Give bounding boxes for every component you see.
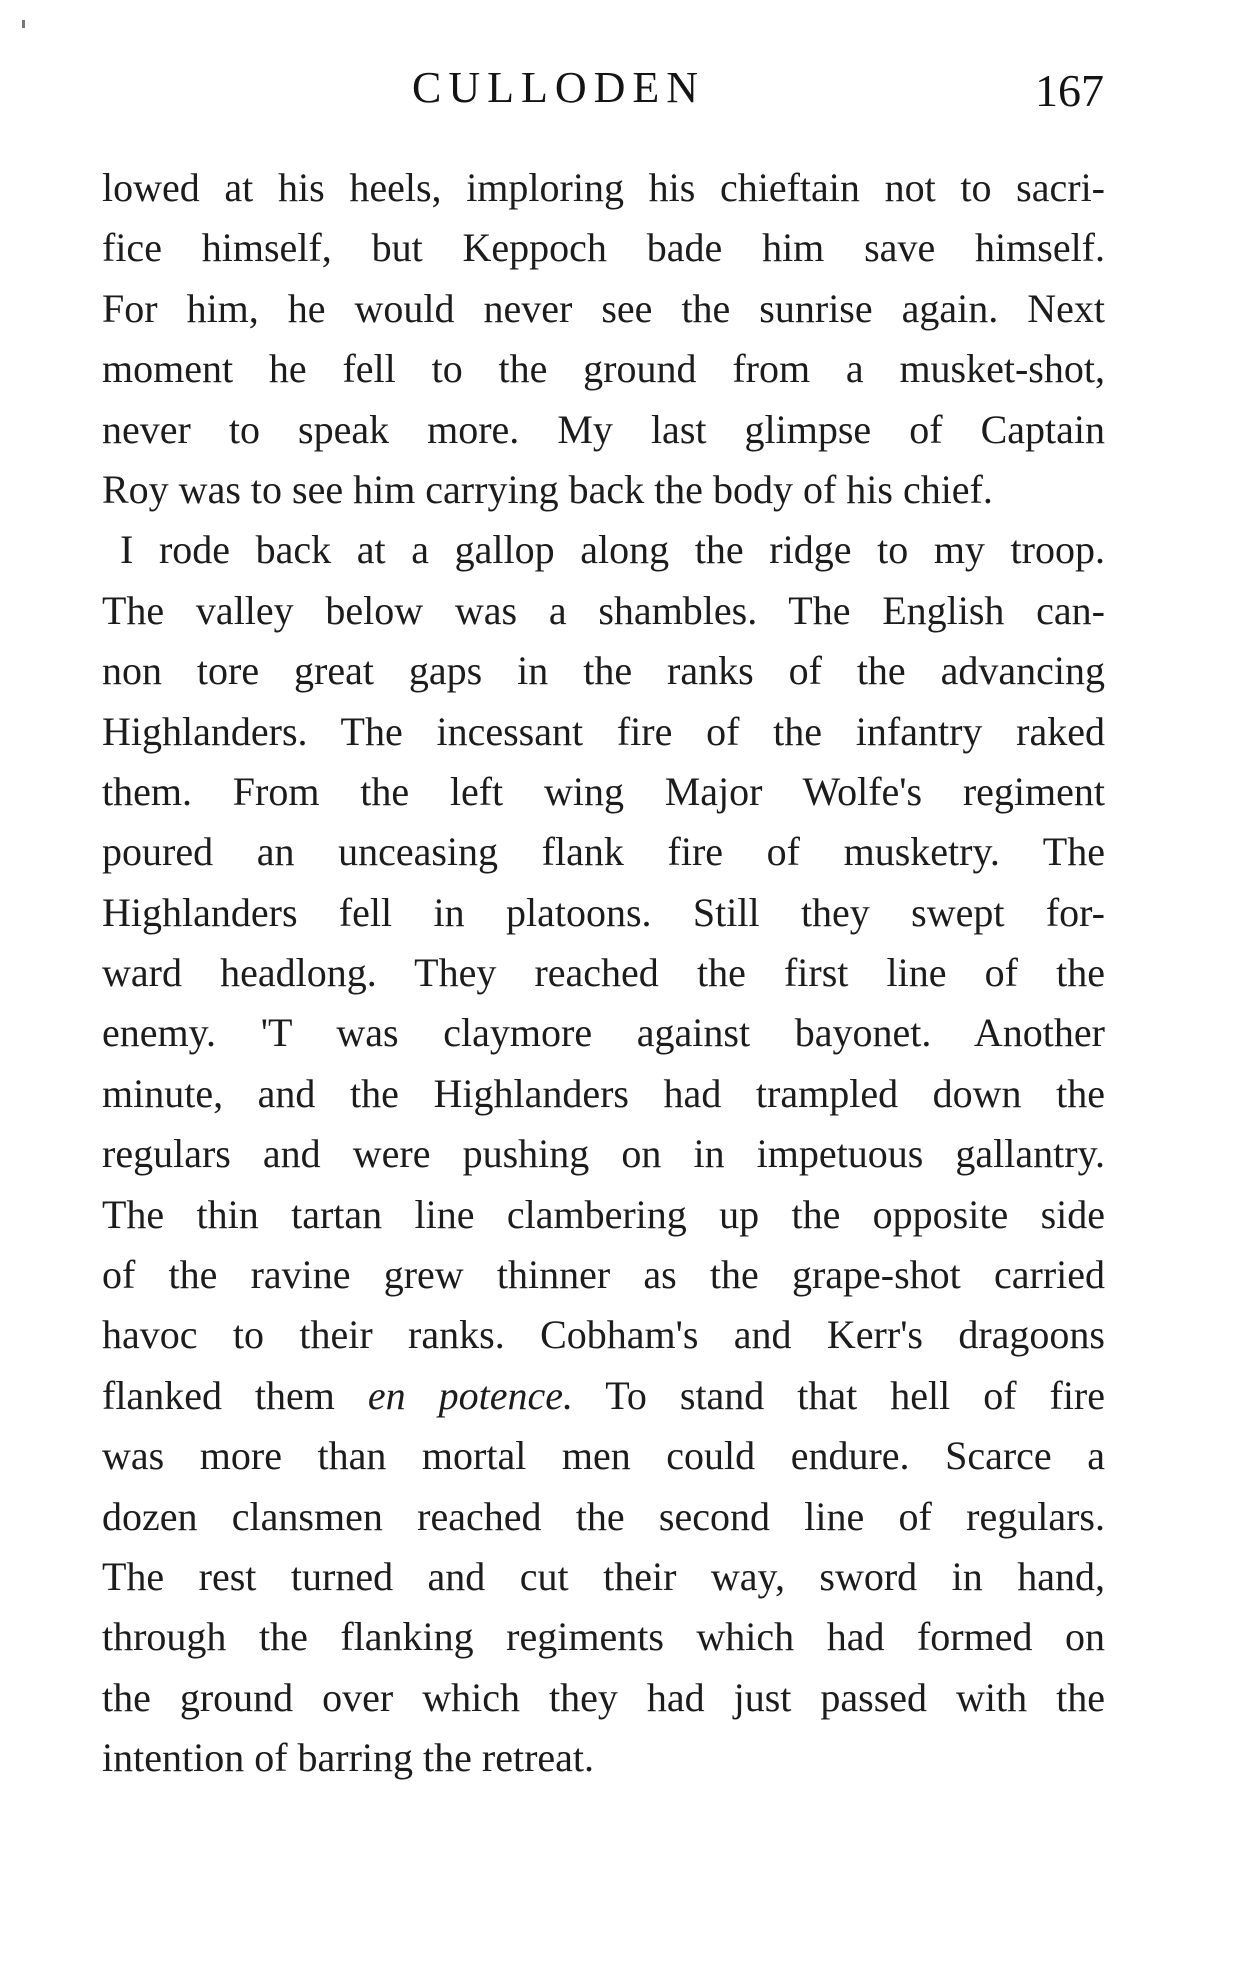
- page-header: [0, 62, 1246, 132]
- text-line: The rest turned and cut their way, sword in hand,: [102, 1553, 1105, 1599]
- text-line: For him, he would never see the sunrise again. Next: [102, 285, 1105, 331]
- italic-phrase: en potence.: [367, 1372, 573, 1418]
- text-line: dozen clansmen reached the second line of regulars.: [102, 1493, 1105, 1539]
- line-text-before: flanked them: [102, 1372, 368, 1418]
- text-line: The valley below was a shambles. The English can-: [102, 587, 1105, 633]
- page-number: 167: [1035, 65, 1104, 116]
- text-line: lowed at his heels, imploring his chieftain not to sacri-: [102, 165, 1105, 210]
- text-line: of the ravine grew thinner as the grape-shot carried: [102, 1252, 1105, 1298]
- text-line: Highlanders fell in platoons. Still they swept for-: [102, 889, 1105, 935]
- text-line: enemy. 'T was claymore against bayonet. Another: [102, 1010, 1105, 1056]
- line-text-after: To stand that hell of fire: [573, 1372, 1105, 1418]
- text-line: the ground over which they had just passed with the: [102, 1674, 1105, 1720]
- text-line: ward headlong. They reached the first line of the: [102, 950, 1105, 996]
- running-title: CULLODEN: [412, 63, 706, 112]
- text-line: moment he fell to the ground from a musket-shot,: [102, 346, 1105, 392]
- text-line: poured an unceasing flank fire of musketry. The: [102, 829, 1105, 875]
- text-line: never to speak more. My last glimpse of Captain: [102, 406, 1105, 452]
- text-line: through the flanking regiments which had formed on: [102, 1614, 1105, 1660]
- text-line: regulars and were pushing on in impetuous gallantry.: [102, 1131, 1105, 1177]
- text-line: fice himself, but Keppoch bade him save himself.: [102, 225, 1105, 271]
- text-line: non tore great gaps in the ranks of the advancing: [102, 648, 1105, 694]
- text-line: them. From the left wing Major Wolfe's regiment: [102, 768, 1105, 814]
- text-line-with-italic: [102, 1366, 1105, 1426]
- text-line: minute, and the Highlanders had trampled down the: [102, 1070, 1105, 1116]
- print-speck: [22, 20, 25, 28]
- text-line: was more than mortal men could endure. Scarce a: [102, 1433, 1105, 1479]
- text-line: intention of barring the retreat.: [102, 1735, 595, 1781]
- text-line: Highlanders. The incessant fire of the infantry raked: [102, 708, 1105, 754]
- body-text: [102, 158, 1105, 1789]
- text-line: havoc to their ranks. Cobham's and Kerr's dragoons: [102, 1312, 1105, 1358]
- paragraph-start-line: I rode back at a gallop along the ridge to my troop.: [120, 527, 1105, 573]
- text-line: The thin tartan line clambering up the opposite side: [102, 1191, 1105, 1237]
- text-line: Roy was to see him carrying back the body of his chief.: [102, 466, 993, 512]
